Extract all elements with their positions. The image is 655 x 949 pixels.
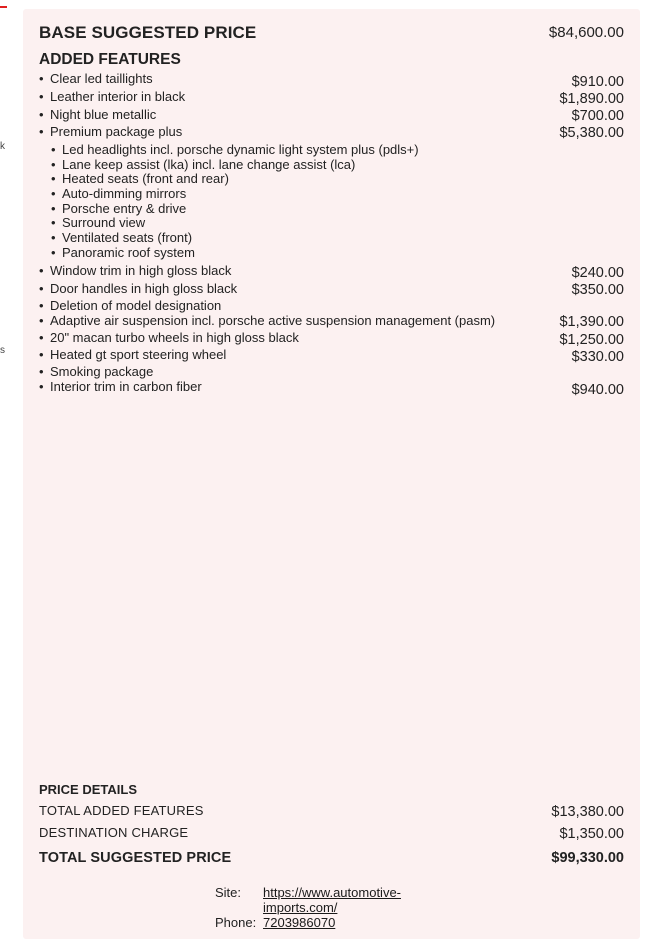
price-sheet xyxy=(23,9,640,939)
feature-item: • Smoking package xyxy=(39,364,154,379)
feature-name: Smoking package xyxy=(50,364,154,379)
edge-red-mark xyxy=(0,6,7,8)
feature-price: $1,250.00 xyxy=(559,332,624,348)
feature-name: Window trim in high gloss black xyxy=(50,263,232,278)
package-sub-item: • Surround view xyxy=(51,215,146,230)
package-sub-item: • Porsche entry & drive xyxy=(51,201,187,216)
site-link-line1[interactable]: https://www.automotive- xyxy=(263,885,401,900)
feature-price: $330.00 xyxy=(571,349,624,365)
base-price-row xyxy=(39,23,624,45)
site-link-line2[interactable]: imports.com/ xyxy=(263,900,338,915)
feature-item: • Window trim in high gloss black $240.00 xyxy=(39,263,624,281)
feature-price: $940.00 xyxy=(571,382,624,398)
feature-name: Surround view xyxy=(62,215,146,230)
feature-price: $5,380.00 xyxy=(559,125,624,141)
feature-name: Interior trim in carbon fiber xyxy=(50,379,202,394)
phone-label: Phone: xyxy=(215,915,257,930)
feature-name: Premium package plus xyxy=(50,124,183,139)
feature-item: • Interior trim in carbon fiber $940.00 xyxy=(39,379,624,398)
feature-price: $700.00 xyxy=(571,108,624,124)
package-sub-item: • Panoramic roof system xyxy=(51,245,195,260)
feature-name: Leather interior in black xyxy=(50,89,186,104)
destination-charge-label: DESTINATION CHARGE xyxy=(39,825,189,840)
feature-name: Heated seats (front and rear) xyxy=(62,171,229,186)
feature-name: Clear led taillights xyxy=(50,71,153,86)
feature-price: $1,390.00 xyxy=(559,314,624,330)
feature-item: • Premium package plus $5,380.00 xyxy=(39,124,624,141)
destination-charge-row xyxy=(39,825,624,845)
feature-name: Led headlights incl. porsche dynamic light system plus (pdls+) xyxy=(62,142,419,157)
feature-name: Ventilated seats (front) xyxy=(62,230,193,245)
feature-name: Panoramic roof system xyxy=(62,245,195,260)
feature-price: $910.00 xyxy=(571,74,624,90)
feature-name: Door handles in high gloss black xyxy=(50,281,238,296)
total-added-features-row xyxy=(39,803,624,823)
package-sub-item: • Led headlights incl. porsche dynamic light system plus (pdls+) xyxy=(51,142,419,157)
feature-item: • Leather interior in black $1,890.00 xyxy=(39,89,624,107)
feature-item: • Deletion of model designation xyxy=(39,298,222,313)
total-suggested-price-row xyxy=(39,850,624,870)
feature-name: Porsche entry & drive xyxy=(62,201,187,216)
feature-item: • Night blue metallic $700.00 xyxy=(39,107,624,124)
total-added-features-label: TOTAL ADDED FEATURES xyxy=(39,803,204,818)
feature-name: Heated gt sport steering wheel xyxy=(50,347,227,362)
package-sub-item: • Ventilated seats (front) xyxy=(51,230,193,245)
feature-price: $1,890.00 xyxy=(559,91,624,107)
feature-price: $350.00 xyxy=(571,282,624,298)
package-sub-item: • Heated seats (front and rear) xyxy=(51,171,229,186)
edge-fragment-text: k xyxy=(0,141,5,152)
base-price-value: $84,600.00 xyxy=(548,24,624,41)
added-features-title: ADDED FEATURES xyxy=(39,51,181,68)
feature-item: • Door handles in high gloss black $350.00 xyxy=(39,281,624,298)
feature-name: Lane keep assist (lka) incl. lane change assist (lca) xyxy=(62,157,356,172)
feature-item: • Clear led taillights $910.00 xyxy=(39,71,624,90)
feature-name: Deletion of model designation xyxy=(50,298,222,313)
total-added-features-value: $13,380.00 xyxy=(551,804,624,820)
feature-name: Auto-dimming mirrors xyxy=(62,186,187,201)
site-label: Site: xyxy=(215,885,242,900)
price-details-title: PRICE DETAILS xyxy=(39,782,137,797)
feature-name: 20" macan turbo wheels in high gloss black xyxy=(50,330,299,345)
phone-link[interactable]: 7203986070 xyxy=(263,915,336,930)
package-sub-item: • Auto-dimming mirrors xyxy=(51,186,187,201)
feature-item: • Adaptive air suspension incl. porsche active suspension management (pasm) $1,390.00 xyxy=(39,313,624,330)
edge-fragment-text: s xyxy=(0,345,5,356)
feature-item: • Heated gt sport steering wheel $330.00 xyxy=(39,347,624,365)
total-suggested-price-label: TOTAL SUGGESTED PRICE xyxy=(39,850,232,866)
base-price-label: BASE SUGGESTED PRICE xyxy=(39,23,257,42)
feature-name: Night blue metallic xyxy=(50,107,157,122)
destination-charge-value: $1,350.00 xyxy=(559,826,624,842)
feature-item: • 20" macan turbo wheels in high gloss black $1,250.00 xyxy=(39,330,624,348)
feature-name: Adaptive air suspension incl. porsche active suspension management (pasm) xyxy=(50,313,496,328)
total-suggested-price-value: $99,330.00 xyxy=(551,850,624,866)
package-sub-item: • Lane keep assist (lka) incl. lane change assist (lca) xyxy=(51,157,356,172)
feature-price: $240.00 xyxy=(571,265,624,281)
left-edge-fragments xyxy=(0,0,16,949)
